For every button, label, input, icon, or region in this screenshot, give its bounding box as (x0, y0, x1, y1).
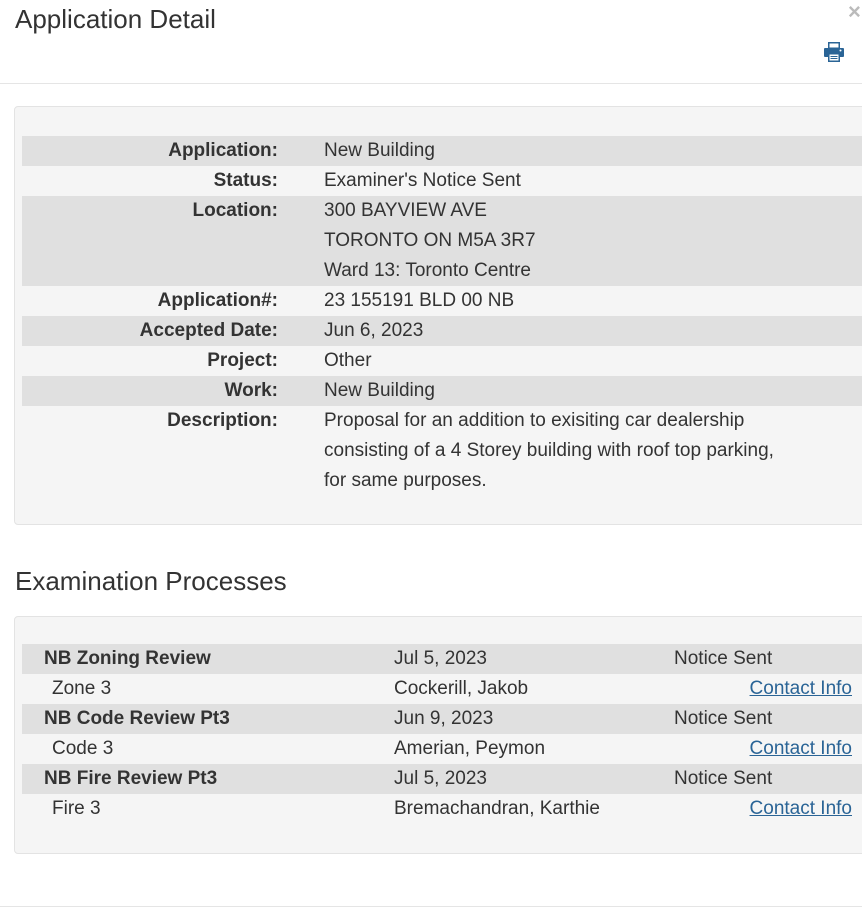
contact-info-link[interactable]: Contact Info (749, 738, 852, 759)
modal-header (0, 0, 862, 84)
process-date: Jul 5, 2023 (394, 768, 487, 789)
process-status: Notice Sent (674, 768, 773, 789)
process-row (22, 764, 862, 794)
detail-value: Proposal for an addition to exisiting car dealership (324, 410, 745, 431)
detail-row-description (22, 406, 862, 496)
detail-label: Accepted Date: (139, 320, 278, 341)
process-name: NB Zoning Review (44, 648, 211, 669)
detail-value: New Building (324, 380, 435, 401)
process-examiner-row (22, 734, 862, 764)
detail-row-application (22, 136, 862, 166)
contact-info-link[interactable]: Contact Info (749, 678, 852, 699)
process-name: NB Fire Review Pt3 (44, 768, 218, 789)
process-zone: Fire 3 (52, 798, 101, 819)
application-details-panel (14, 106, 862, 525)
detail-row-project (22, 346, 862, 376)
examination-processes-title: Examination Processes (15, 566, 287, 596)
process-date: Jul 5, 2023 (394, 648, 487, 669)
process-row (22, 704, 862, 734)
examination-processes-panel (14, 616, 862, 854)
contact-info-link[interactable]: Contact Info (749, 798, 852, 819)
detail-row-accepted-date (22, 316, 862, 346)
process-status: Notice Sent (674, 708, 773, 729)
detail-label: Project: (207, 350, 278, 371)
detail-value: Examiner's Notice Sent (324, 170, 521, 191)
detail-row-location (22, 196, 862, 286)
detail-value: 300 BAYVIEW AVE (324, 200, 487, 221)
detail-value: Ward 13: Toronto Centre (324, 260, 531, 281)
detail-label: Application#: (157, 290, 278, 311)
process-status: Notice Sent (674, 648, 773, 669)
detail-label: Location: (192, 200, 278, 221)
process-examiner: Cockerill, Jakob (394, 678, 529, 699)
detail-value: New Building (324, 140, 435, 161)
process-zone: Zone 3 (52, 678, 112, 699)
detail-label: Application: (168, 140, 278, 161)
process-examiner-row (22, 674, 862, 704)
detail-value: for same purposes. (324, 470, 487, 491)
detail-label: Description: (167, 410, 278, 431)
process-name: NB Code Review Pt3 (44, 708, 230, 729)
footer-divider (0, 906, 862, 907)
detail-value: Jun 6, 2023 (324, 320, 424, 341)
process-examiner-row (22, 794, 862, 824)
detail-row-application-number (22, 286, 862, 316)
print-icon[interactable] (822, 40, 846, 64)
detail-label: Work: (224, 380, 278, 401)
detail-value: TORONTO ON M5A 3R7 (324, 230, 536, 251)
process-zone: Code 3 (52, 738, 114, 759)
close-icon[interactable]: × (848, 0, 861, 24)
detail-value: consisting of a 4 Storey building with roof top parking, (324, 440, 774, 461)
process-date: Jun 9, 2023 (394, 708, 494, 729)
detail-label: Status: (213, 170, 278, 191)
detail-value: 23 155191 BLD 00 NB (324, 290, 515, 311)
detail-row-work (22, 376, 862, 406)
detail-row-status (22, 166, 862, 196)
process-row (22, 644, 862, 674)
modal-title: Application Detail (15, 4, 216, 34)
process-examiner: Bremachandran, Karthie (394, 798, 600, 819)
detail-value: Other (324, 350, 372, 371)
process-examiner: Amerian, Peymon (394, 738, 546, 759)
